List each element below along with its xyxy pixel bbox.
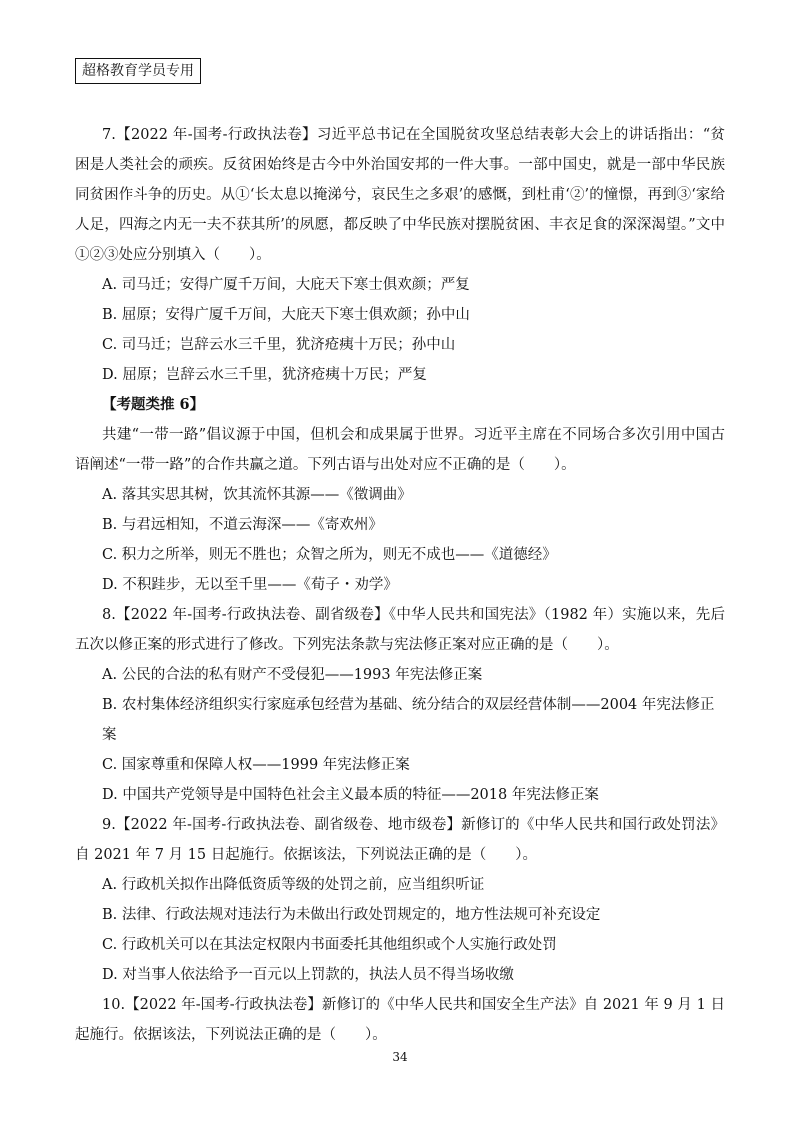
question-7-option-c: C. 司马迁；岂辞云水三千里，犹济疮痍十万民；孙中山 xyxy=(102,337,456,353)
question-8-option-d: D. 中国共产党领导是中国特色社会主义最本质的特征——2018 年宪法修正案 xyxy=(102,787,599,803)
question-7-option-d: D. 屈原；岂辞云水三千里，犹济疮痍十万民；严复 xyxy=(102,367,427,383)
question-9-text: 9.【2022 年-国考-行政执法卷、副省级卷、地市级卷】新修订的《中华人民共和国行政处罚法》自 2021 年 7 月 15 日起施行。依据该法，下列说法正确的是（ ）。 xyxy=(75,817,725,863)
question-7-text: 7.【2022 年-国考-行政执法卷】习近平总书记在全国脱贫攻坚总结表彰大会上的讲话指出：“贫困是人类社会的顽疾。反贫困始终是古今中外治国安邦的一件大事。一部中国史，就是一部中华民族同贫困作斗争的历史。从①‘长太息以掩涕兮，哀民生之多艰’的感慨，到杜甫‘②’的憧憬，再到③‘家给人足，四海之内无一夫不获其所’的夙愿，都反映了中华民族对摆脱贫困、丰衣足食的深深渴望。”文中①②③处应分别填入（ ）。 xyxy=(75,127,725,263)
question-8-option-c: C. 国家尊重和保障人权——1999 年宪法修正案 xyxy=(102,757,410,773)
header-label: 超格教育学员专用 xyxy=(75,58,201,84)
page-number: 34 xyxy=(392,1050,408,1064)
question-content xyxy=(75,120,725,1050)
question-7-option-a: A. 司马迁；安得广厦千万间，大庇天下寒士俱欢颜；严复 xyxy=(102,277,470,293)
question-extra-option-a: A. 落其实思其树，饮其流怀其源——《徵调曲》 xyxy=(102,487,412,503)
question-8-option-a: A. 公民的合法的私有财产不受侵犯——1993 年宪法修正案 xyxy=(102,667,483,683)
question-extra-option-d: D. 不积跬步，无以至千里——《荀子・劝学》 xyxy=(102,577,398,593)
question-9-option-d: D. 对当事人依法给予一百元以上罚款的，执法人员不得当场收缴 xyxy=(102,967,514,983)
question-10-text: 10.【2022 年-国考-行政执法卷】新修订的《中华人民共和国安全生产法》自 2021 年 9 月 1 日起施行。依据该法，下列说法正确的是（ ）。 xyxy=(75,997,725,1043)
question-9-option-b: B. 法律、行政法规对违法行为未做出行政处罚规定的，地方性法规可补充设定 xyxy=(102,907,601,923)
question-8-text: 8.【2022 年-国考-行政执法卷、副省级卷】《中华人民共和国宪法》（1982 年）实施以来，先后五次以修正案的形式进行了修改。下列宪法条款与宪法修正案对应正确的是（ ）。 xyxy=(75,607,725,653)
question-9-option-a: A. 行政机关拟作出降低资质等级的处罚之前，应当组织听证 xyxy=(102,877,485,893)
question-7-option-b: B. 屈原；安得广厦千万间，大庇天下寒士俱欢颜；孙中山 xyxy=(102,307,470,323)
section-title: 【考题类推 6】 xyxy=(102,396,205,413)
question-extra-option-c: C. 积力之所举，则无不胜也；众智之所为，则无不成也——《道德经》 xyxy=(102,547,557,563)
question-9-option-c: C. 行政机关可以在其法定权限内书面委托其他组织或个人实施行政处罚 xyxy=(102,937,557,953)
question-extra-option-b: B. 与君远相知，不道云海深——《寄欢州》 xyxy=(102,517,383,533)
question-8-option-b: B. 农村集体经济组织实行家庭承包经营为基础、统分结合的双层经营体制——2004 年宪法修正案 xyxy=(102,697,715,743)
question-extra-text: 共建“一带一路”倡议源于中国，但机会和成果属于世界。习近平主席在不同场合多次引用中国古语阐述“一带一路”的合作共赢之道。下列古语与出处对应不正确的是（ ）。 xyxy=(75,427,725,473)
